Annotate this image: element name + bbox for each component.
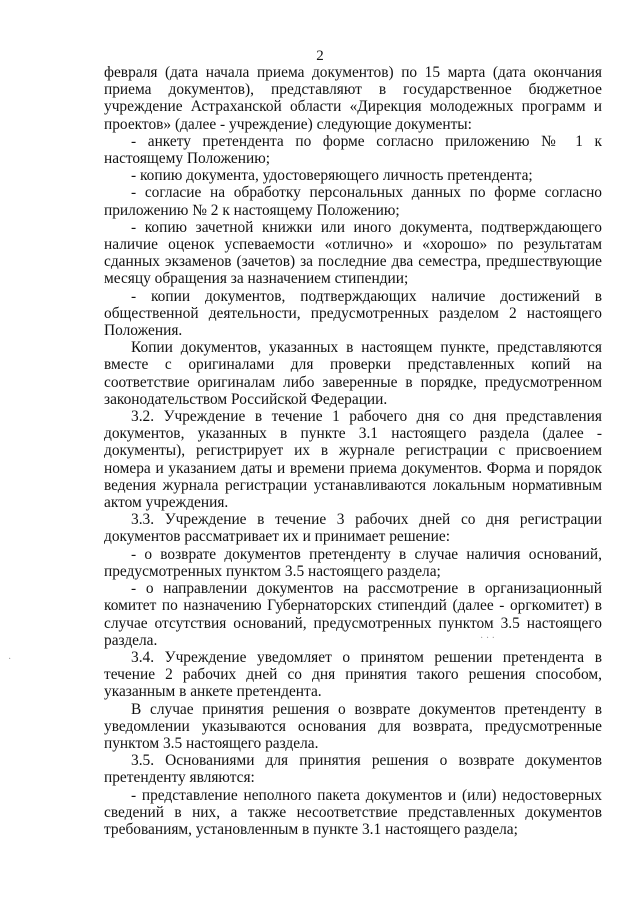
paragraph-copies-note: Копии документов, указанных в настоящем пункте, представляются вместе с оригиналами для проверки представленных копий на соответствие оригиналам либо заверенные в порядке, предусмотренном законодательством Российской Федерации. bbox=[104, 339, 602, 408]
scan-speck: · bbox=[8, 654, 12, 665]
paragraph-3-3: 3.3. Учреждение в течение 3 рабочих дней со дня регистрации документов рассматривает их и принимает решение: bbox=[104, 511, 602, 546]
page-number: 2 bbox=[316, 48, 324, 64]
paragraph-3-5: 3.5. Основаниями для принятия решения о возврате документов претенденту являются: bbox=[104, 752, 602, 787]
list-item-achievements-copies: - копии документов, подтверждающих наличие достижений в общественной деятельности, предусмотренных разделом 2 настоящего Положения. bbox=[104, 287, 602, 340]
list-item-personal-data-consent: - согласие на обработку персональных данных по форме согласно приложению № 2 к настоящему Положению; bbox=[104, 184, 602, 219]
paragraph-continuation: февраля (дата начала приема документов) по 15 марта (дата окончания приема документов), представляют в государственное бюджетное учреждение Астраханской области «Дирекция молодежных программ и проектов» (далее - учреждение) следующие документы: bbox=[104, 64, 602, 133]
document-body bbox=[104, 64, 602, 838]
list-item-return-decision: - о возврате документов претенденту в случае наличия оснований, предусмотренных пунктом 3.5 настоящего раздела; bbox=[104, 545, 602, 580]
list-item-applicant-form: - анкету претендента по форме согласно приложению № 1 к настоящему Положению; bbox=[104, 132, 602, 168]
list-item-identity-document: - копию документа, удостоверяющего личность претендента; bbox=[131, 167, 533, 185]
scan-speck: · · · bbox=[480, 633, 495, 644]
list-item-committee-decision: - о направлении документов на рассмотрение в организационный комитет по назначению Губернаторских стипендий (далее - оргкомитет) в случае отсутствия оснований, предусмотренных пунктом 3.5 настоящего раздела. bbox=[104, 580, 602, 649]
paragraph-return-notification: В случае принятия решения о возврате документов претенденту в уведомлении указываются основания для возврата, предусмотренные пунктом 3.5 настоящего раздела. bbox=[104, 700, 602, 752]
list-item-record-book-copy: - копию зачетной книжки или иного документа, подтверждающего наличие оценок успеваемости «отлично» и «хорошо» по результатам сданных экзаменов (зачетов) за последние два семестра, предшествующие месяцу обращения за назначением стипендии; bbox=[104, 218, 602, 288]
paragraph-3-4: 3.4. Учреждение уведомляет о принятом решении претендента в течение 2 рабочих дней со дня принятия такого решения способом, указанным в анкете претендента. bbox=[104, 648, 602, 701]
list-item-incomplete-package: - представление неполного пакета документов и (или) недостоверных сведений в них, а также несоответствие представленных документов требованиям, установленным в пункте 3.1 настоящего раздела; bbox=[104, 786, 602, 838]
paragraph-3-2: 3.2. Учреждение в течение 1 рабочего дня со дня представления документов, указанных в пункте 3.1 настоящего раздела (далее - документы), регистрирует их в журнале регистрации с присвоением номера и указанием даты и времени приема документов. Форма и порядок ведения журнала регистрации устанавливаются локальным нормативным актом учреждения. bbox=[104, 408, 602, 512]
